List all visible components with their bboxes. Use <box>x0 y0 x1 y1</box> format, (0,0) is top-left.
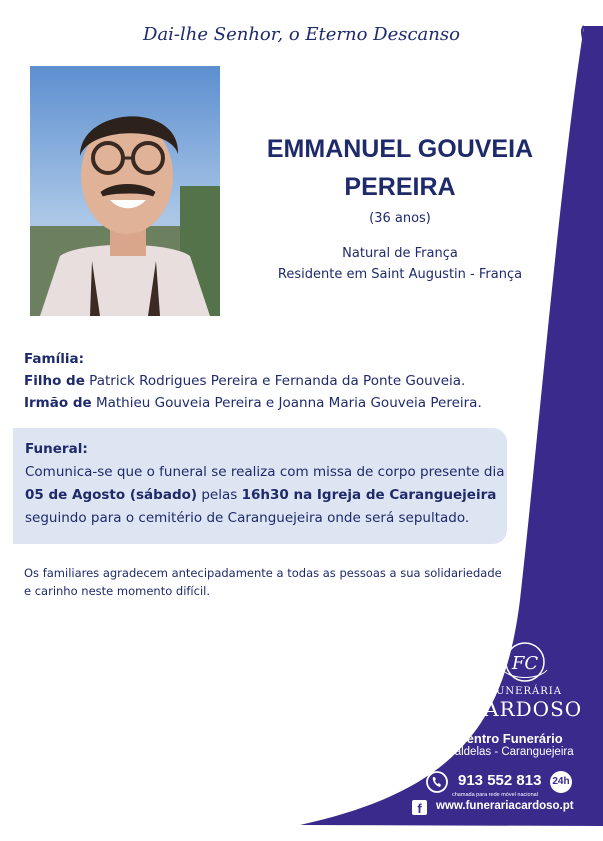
24h-badge: 24h <box>550 771 572 793</box>
deceased-name-line-2: PEREIRA <box>344 173 456 201</box>
website-link[interactable]: www.funerariacardoso.pt <box>436 800 574 812</box>
son-of-label: Filho de <box>24 373 85 389</box>
deceased-name <box>240 130 560 206</box>
monogram-text: FC <box>511 653 539 674</box>
family-section <box>24 348 524 414</box>
deceased-age: (36 anos) <box>369 211 431 226</box>
deceased-name-line-1: EMMANUEL GOUVEIA <box>266 135 534 163</box>
brother-of-line <box>24 392 524 414</box>
phone-note: chamada para rede móvel nacional <box>452 792 538 798</box>
funeral-text <box>25 438 505 530</box>
birthplace: Natural de França <box>342 246 458 261</box>
funeral-box <box>13 428 507 544</box>
funeral-time-place: 16h30 na Igreja de Caranguejeira <box>241 487 497 503</box>
center-location: Caldelas - Caranguejeira <box>446 746 574 758</box>
funeral-text-3: seguindo para o cemitério de Caranguejeira onde será sepultado. <box>25 510 470 526</box>
brother-of-label: Irmão de <box>24 395 92 411</box>
funeral-home-logo <box>450 640 600 721</box>
residence: Residente em Saint Augustin - França <box>277 267 523 282</box>
phone-number[interactable]: 913 552 813 <box>458 772 542 789</box>
center-title: Centro Funerário <box>457 731 563 746</box>
funeral-text-2: pelas <box>197 487 242 503</box>
funeral-date: 05 de Agosto (sábado) <box>25 487 198 503</box>
phone-icon <box>425 770 449 794</box>
blessing-heading: Dai-lhe Senhor, o Eterno Descanso <box>143 24 460 45</box>
deceased-photo <box>30 66 220 316</box>
funeral-home-label: FUNERÁRIA <box>488 686 562 697</box>
funeral-title: Funeral: <box>25 441 88 457</box>
thanks-text: Os familiares agradecem antecipadamente a todas as pessoas a sua solidariedade e carinho neste momento difícil. <box>24 566 502 598</box>
son-of-line <box>24 370 524 392</box>
funeral-text-1: Comunica-se que o funeral se realiza com missa de corpo presente dia <box>25 464 505 480</box>
son-of-text: Patrick Rodrigues Pereira e Fernanda da Ponte Gouveia. <box>84 373 466 389</box>
family-title: Família: <box>24 351 84 367</box>
facebook-icon[interactable]: f <box>412 800 427 815</box>
brother-of-text: Mathieu Gouveia Pereira e Joanna Maria Gouveia Pereira. <box>91 395 482 411</box>
funeral-home-name: CARDOSO <box>467 697 583 721</box>
monogram-emblem-icon <box>497 640 553 684</box>
deceased-origin <box>240 243 560 285</box>
